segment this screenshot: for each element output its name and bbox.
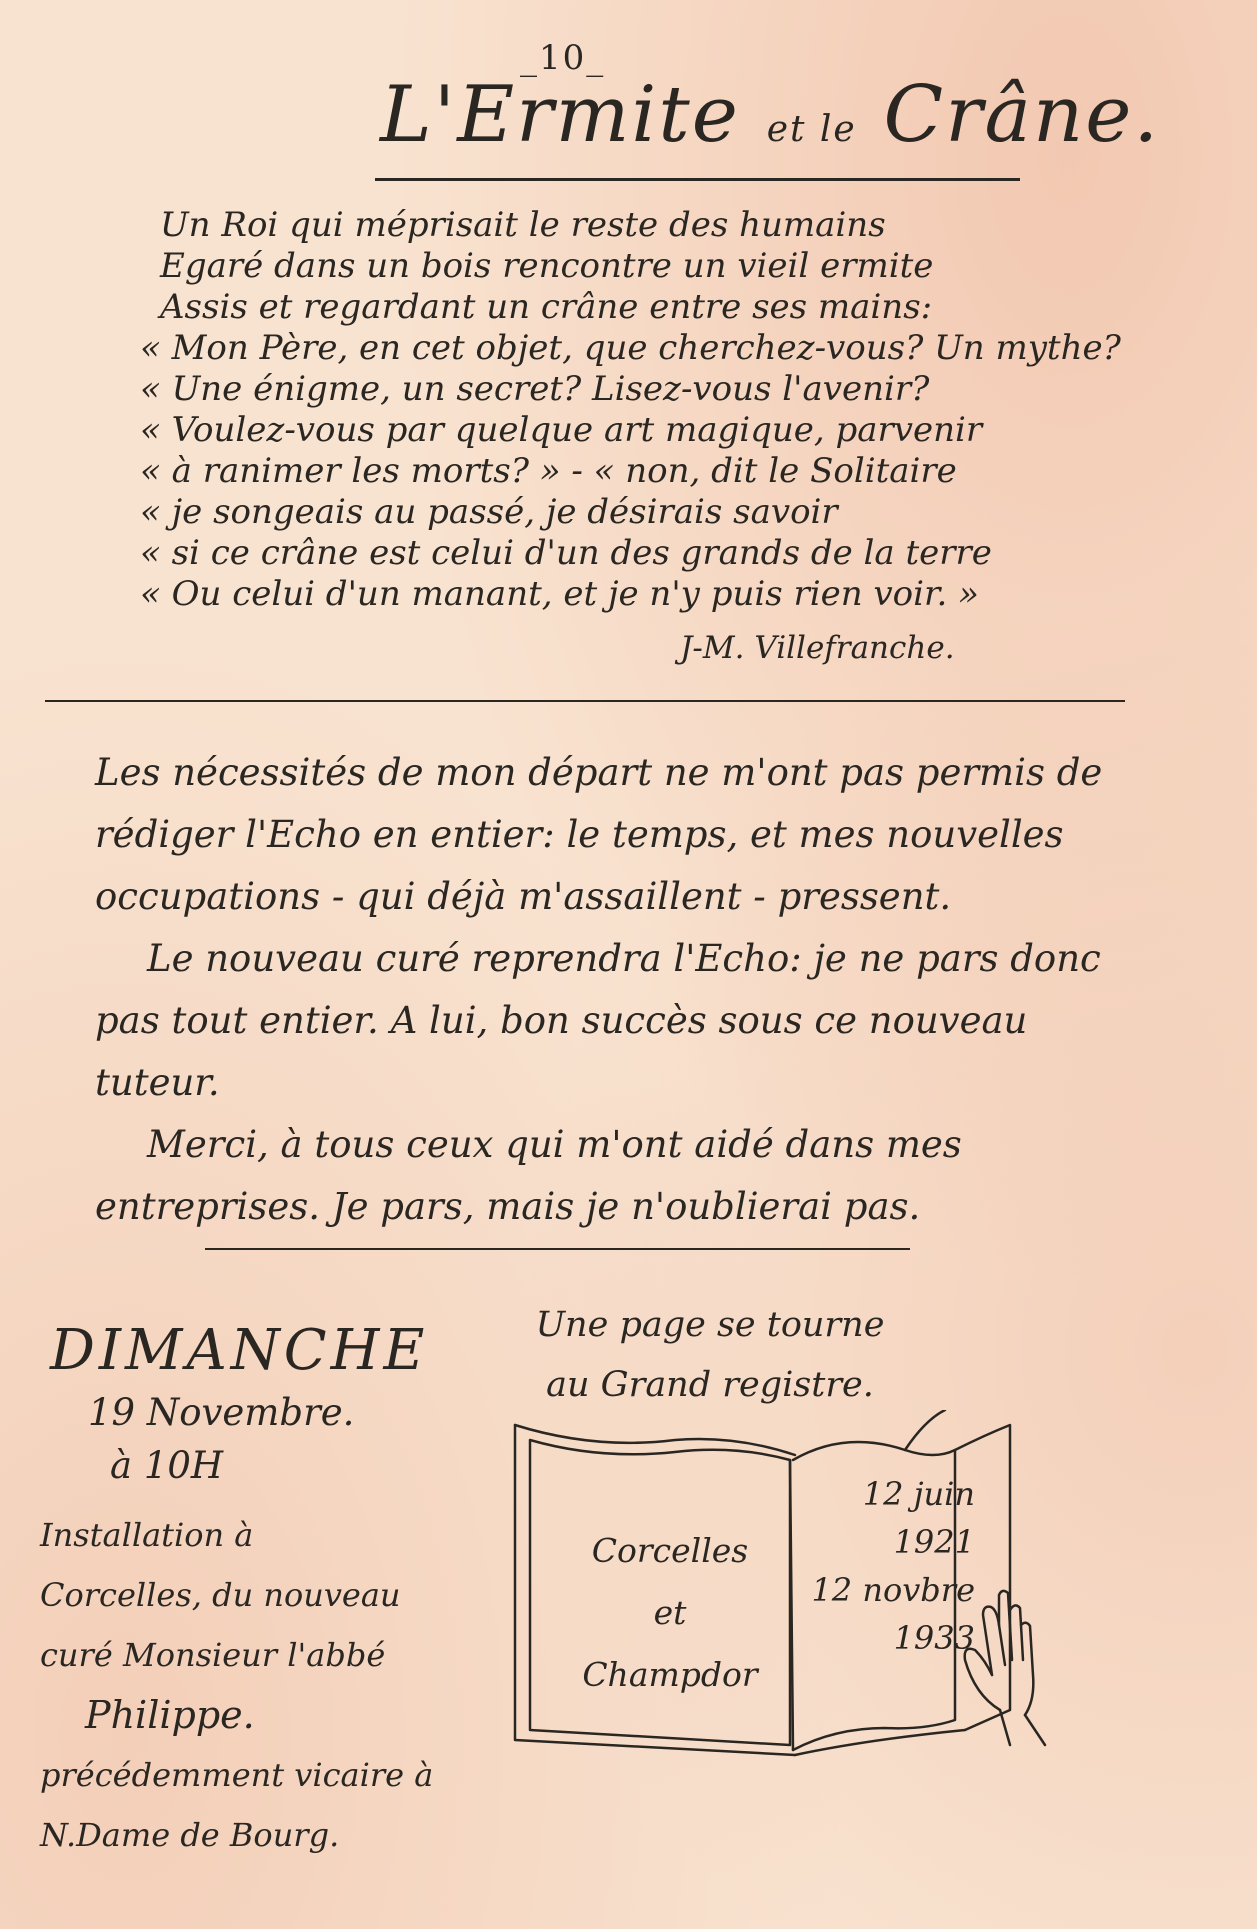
farewell-paragraph-2: Le nouveau curé reprendra l'Echo: je ne pars donc pas tout entier. A lui, bon succès sous ce nouveau tuteur.: [95, 937, 1101, 1104]
announcement-body: [40, 1505, 500, 1865]
book-left-line: Corcelles: [591, 1531, 749, 1570]
poem-line: Egaré dans un bois rencontre un vieil ermite: [160, 246, 934, 286]
title-part-1: L'Ermite: [380, 70, 740, 160]
poem-line: « Une énigme, un secret? Lisez-vous l'avenir?: [140, 369, 930, 409]
page-title: [380, 70, 1160, 160]
book-left-line: et: [653, 1593, 687, 1632]
title-part-3: Crâne.: [883, 70, 1161, 160]
poem-author: J-M. Villefranche.: [680, 630, 955, 666]
poem-line: « Voulez-vous par quelque art magique, parvenir: [140, 410, 983, 450]
caption-line: Une page se tourne: [535, 1305, 885, 1345]
caption-line: au Grand registre.: [546, 1365, 874, 1405]
book-right-line: 1921: [893, 1523, 975, 1561]
announcement-date: 19 Novembre.: [88, 1391, 355, 1434]
announcement-line: précédemment vicaire à: [40, 1756, 434, 1794]
poem-line: « Mon Père, en cet objet, que cherchez-vous? Un mythe?: [140, 328, 1121, 368]
announcement-line: curé Monsieur l'abbé: [40, 1636, 386, 1674]
farewell-paragraph-3: Merci, à tous ceux qui m'ont aidé dans mes entreprises. Je pars, mais je n'oublierai pas.: [95, 1123, 962, 1228]
announcement-day: DIMANCHE: [50, 1318, 429, 1383]
poem-line: « à ranimer les morts? » - « non, dit le Solitaire: [140, 451, 957, 491]
register-book-illustration: [505, 1410, 1065, 1770]
book-right-line: 12 novbre: [811, 1571, 975, 1609]
book-right-line: 1933: [893, 1619, 975, 1657]
farewell-text: [95, 742, 1145, 1238]
announcement-time: à 10H: [110, 1444, 224, 1487]
announcement-line: Installation à: [40, 1516, 254, 1554]
announcement-line: N.Dame de Bourg.: [40, 1816, 340, 1854]
page-number: _10_: [520, 38, 606, 78]
installation-announcement: [40, 1318, 500, 1865]
farewell-paragraph-1: Les nécessités de mon départ ne m'ont pas permis de rédiger l'Echo en entier: le temps, et mes nouvelles occupations - qui déjà m'assaillent - pressent.: [95, 751, 1103, 918]
title-underline: [375, 178, 1020, 181]
announcement-name: Philippe.: [85, 1693, 255, 1737]
poem-line: Un Roi qui méprisait le reste des humains: [160, 205, 886, 245]
poem-line: « Ou celui d'un manant, et je n'y puis rien voir. »: [140, 574, 979, 614]
book-right-line: 12 juin: [862, 1475, 975, 1513]
book-left-page-text: [565, 1520, 775, 1706]
title-part-2: et le: [766, 109, 857, 150]
poem: [140, 205, 1140, 615]
book-right-page-text: [805, 1470, 975, 1662]
poem-line: « si ce crâne est celui d'un des grands de la terre: [140, 533, 992, 573]
announcement-line: Corcelles, du nouveau: [40, 1576, 401, 1614]
poem-line: « je songeais au passé, je désirais savoir: [140, 492, 838, 532]
divider: [205, 1248, 910, 1250]
divider: [45, 700, 1125, 702]
book-left-line: Champdor: [582, 1655, 758, 1694]
book-caption: [500, 1295, 920, 1415]
poem-line: Assis et regardant un crâne entre ses mains:: [160, 287, 933, 327]
